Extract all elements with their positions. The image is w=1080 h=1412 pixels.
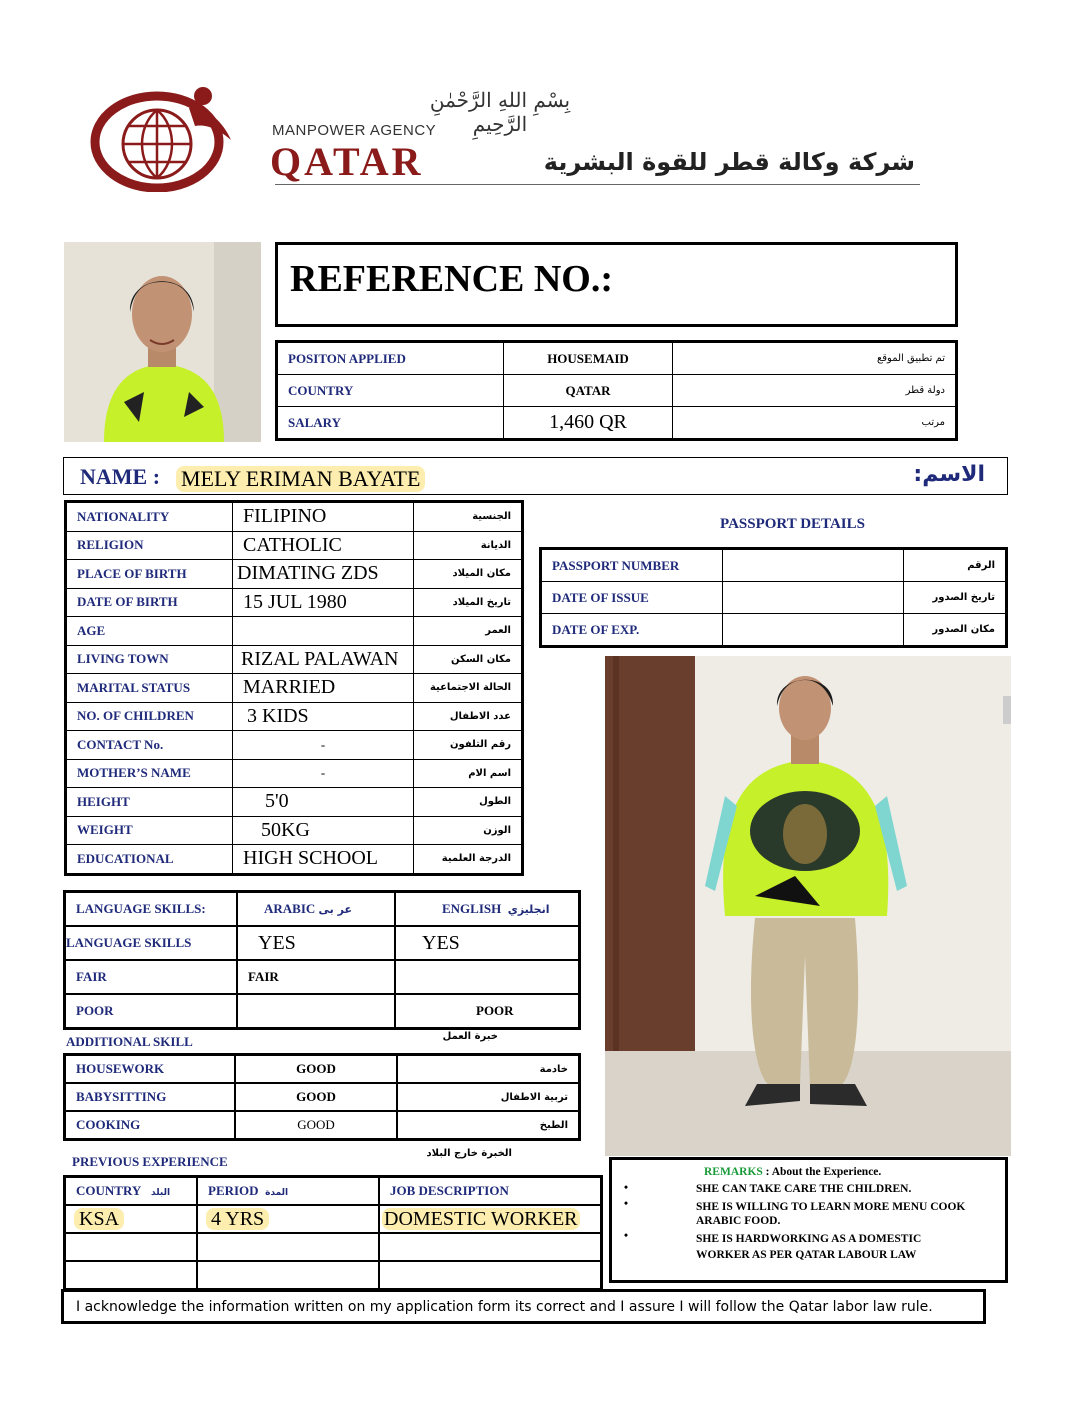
table-row: [66, 531, 523, 560]
arabic-label-ar: عر بى: [318, 903, 352, 916]
living-town-value: RIZAL PALAWAN: [233, 645, 414, 674]
marital-status-arabic: الحالة الاجتماعية: [414, 674, 523, 703]
remarks-title-colored: REMARKS: [704, 1166, 763, 1178]
table-row: [66, 674, 523, 703]
housework-value: GOOD: [235, 1055, 397, 1084]
arabic-poor: [237, 994, 395, 1029]
agency-logo: [85, 82, 235, 192]
babysitting-label: BABYSITTING: [65, 1083, 236, 1111]
table-row: [66, 645, 523, 674]
height-arabic: الطول: [414, 788, 523, 817]
table-row: [66, 502, 523, 532]
passport-number-label: PASSPORT NUMBER: [541, 549, 723, 582]
remark-item: SHE IS HARDWORKING AS A DOMESTIC WORKER AS PER QATAR LABOUR LAW: [696, 1233, 922, 1261]
weight-value: 50KG: [233, 816, 414, 845]
basmala: بِسْمِ اللهِ الرَّحْمٰنِ الرَّحِيمِ: [429, 88, 571, 136]
agency-name-arabic: شركة وكالة قطر للقوة البشرية: [543, 148, 915, 176]
nationality-arabic: الجنسية: [414, 502, 523, 532]
birthplace-value: DIMATING ZDS: [233, 560, 414, 589]
expiry-date-arabic: مكان الصدور: [904, 614, 1007, 647]
children-arabic: عدد الاطفال: [414, 702, 523, 731]
english-column-header: [395, 892, 580, 927]
dob-value: 15 JUL 1980: [233, 588, 414, 617]
bullet-icon: •: [624, 1198, 629, 1210]
fair-row-label: FAIR: [65, 960, 238, 994]
height-value: 5'0: [233, 788, 414, 817]
table-row: [65, 1233, 602, 1261]
housework-arabic: خادمة: [397, 1055, 580, 1084]
issue-date-label: DATE OF ISSUE: [541, 582, 723, 614]
language-skills-table: [63, 890, 581, 1030]
contact-label: CONTACT No.: [66, 731, 233, 760]
table-row: [65, 926, 580, 960]
dob-label: DATE OF BIRTH: [66, 588, 233, 617]
arabic-label: ARABIC: [264, 901, 316, 916]
personal-details-table: [64, 500, 524, 876]
additional-skills-table: [63, 1053, 581, 1141]
experience-table: [63, 1175, 603, 1291]
religion-label: RELIGION: [66, 531, 233, 560]
table-row: [66, 759, 523, 788]
exp-period-ar: المدة: [265, 1188, 289, 1198]
reference-box: [275, 242, 958, 327]
passport-number-value: [723, 549, 904, 582]
contact-value: -: [233, 731, 414, 760]
position-table: [275, 340, 958, 441]
religion-value: CATHOLIC: [233, 531, 414, 560]
exp-job: DOMESTIC WORKER: [384, 1207, 578, 1230]
language-skills-row-label: LANGUAGE SKILLS: [65, 926, 238, 960]
salary-label: SALARY: [277, 407, 504, 440]
table-row: [66, 560, 523, 589]
birthplace-label: PLACE OF BIRTH: [66, 560, 233, 589]
table-row: [65, 892, 580, 927]
children-value: 3 KIDS: [233, 702, 414, 731]
applicant-name: MELY ERIMAN BAYATE: [176, 466, 425, 492]
table-row: [277, 407, 957, 440]
country-label: COUNTRY: [277, 375, 504, 407]
table-row: [66, 731, 523, 760]
nationality-label: NATIONALITY: [66, 502, 233, 532]
birthplace-arabic: مكان الميلاد: [414, 560, 523, 589]
table-row: [65, 1261, 602, 1290]
table-row: [541, 549, 1007, 582]
position-label: POSITON APPLIED: [277, 342, 504, 375]
english-fair: [395, 960, 580, 994]
mother-name-arabic: اسم الام: [414, 759, 523, 788]
nationality-value: FILIPINO: [233, 502, 414, 532]
table-row: [65, 1083, 580, 1111]
salary-arabic: مرتب: [673, 407, 957, 440]
marital-status-value: MARRIED: [233, 674, 414, 703]
marital-status-label: MARITAL STATUS: [66, 674, 233, 703]
arabic-level: YES: [237, 926, 395, 960]
acknowledgement-box: [61, 1289, 986, 1324]
country-column-header: [65, 1177, 198, 1206]
contact-arabic: رقم التلفون: [414, 731, 523, 760]
salary-value: 1,460 QR: [504, 407, 673, 440]
expiry-date-label: DATE OF EXP.: [541, 614, 723, 647]
remarks-title: [704, 1166, 881, 1178]
acknowledgement-text: I acknowledge the information written on my application form its correct and I assure I will follow the Qatar labor law rule.: [76, 1299, 933, 1315]
cooking-label: COOKING: [65, 1111, 236, 1140]
table-row: [541, 582, 1007, 614]
country-arabic: دولة قطر: [673, 375, 957, 407]
remarks-box: [609, 1157, 1008, 1283]
babysitting-value: GOOD: [235, 1083, 397, 1111]
children-label: NO. OF CHILDREN: [66, 702, 233, 731]
passport-number-arabic: الرقم: [904, 549, 1007, 582]
expiry-date-value: [723, 614, 904, 647]
table-row: [541, 614, 1007, 647]
table-row: [66, 845, 523, 875]
height-label: HEIGHT: [66, 788, 233, 817]
additional-skill-title-ar: خبرة العمل: [442, 1031, 498, 1042]
table-row: [65, 1177, 602, 1206]
education-label: EDUCATIONAL: [66, 845, 233, 875]
language-header-label: LANGUAGE SKILLS:: [65, 892, 238, 927]
age-label: AGE: [66, 617, 233, 646]
country-value: QATAR: [504, 375, 673, 407]
education-value: HIGH SCHOOL: [233, 845, 414, 875]
exp-country-ar: البلد: [151, 1188, 171, 1198]
issue-date-value: [723, 582, 904, 614]
table-row: [66, 788, 523, 817]
table-row: [277, 375, 957, 407]
applicant-portrait-photo: [64, 242, 261, 442]
bullet-icon: •: [624, 1182, 629, 1194]
table-row: [66, 617, 523, 646]
arabic-fair: FAIR: [237, 960, 395, 994]
babysitting-arabic: تربية الاطفال: [397, 1083, 580, 1111]
english-label: ENGLISH: [442, 901, 502, 916]
remark-item: SHE IS WILLING TO LEARN MORE MENU COOK ARABIC FOOD.: [696, 1201, 966, 1227]
table-row: [65, 1055, 580, 1084]
table-row: [277, 342, 957, 375]
position-value: HOUSEMAID: [504, 342, 673, 375]
exp-country: KSA: [74, 1208, 124, 1230]
table-row: [66, 816, 523, 845]
exp-job-label: JOB DESCRIPTION: [379, 1177, 602, 1206]
mother-name-label: MOTHER’S NAME: [66, 759, 233, 788]
religion-arabic: الديانة: [414, 531, 523, 560]
agency-name-english: MANPOWER AGENCY: [272, 122, 437, 139]
table-row: [65, 960, 580, 994]
english-poor: POOR: [395, 994, 580, 1029]
passport-title: PASSPORT DETAILS: [720, 516, 865, 532]
table-row: [66, 588, 523, 617]
table-row: [66, 702, 523, 731]
poor-row-label: POOR: [65, 994, 238, 1029]
exp-period-label: PERIOD: [208, 1183, 259, 1198]
period-column-header: [197, 1177, 379, 1206]
dob-arabic: تاريخ الميلاد: [414, 588, 523, 617]
education-arabic: الدرجة العلمية: [414, 845, 523, 875]
exp-country-label: COUNTRY: [76, 1183, 142, 1198]
mother-name-value: -: [233, 759, 414, 788]
table-row: [65, 994, 580, 1029]
applicant-full-photo: [605, 656, 1011, 1156]
arabic-column-header: [237, 892, 395, 927]
exp-period: 4 YRS: [206, 1208, 269, 1230]
additional-skill-title: ADDITIONAL SKILL: [66, 1034, 193, 1049]
bullet-icon: •: [624, 1230, 629, 1242]
cooking-value: GOOD: [235, 1111, 397, 1140]
name-arabic-label: الاسم:: [913, 462, 985, 487]
passport-table: [539, 547, 1008, 648]
english-level: YES: [395, 926, 580, 960]
weight-label: WEIGHT: [66, 816, 233, 845]
experience-title-ar: الخبرة خارج البلاد: [426, 1148, 512, 1159]
living-town-arabic: مكان السكن: [414, 645, 523, 674]
housework-label: HOUSEWORK: [65, 1055, 236, 1084]
name-label: NAME :: [80, 464, 161, 489]
table-row: [65, 1205, 602, 1233]
issue-date-arabic: تاريخ الصدور: [904, 582, 1007, 614]
remark-item: SHE CAN TAKE CARE THE CHILDREN.: [696, 1183, 912, 1195]
cooking-arabic: الطبخ: [397, 1111, 580, 1140]
globe-logo-icon: [85, 82, 235, 192]
english-label-ar: انجليزي: [507, 903, 550, 916]
age-value: [233, 617, 414, 646]
living-town-label: LIVING TOWN: [66, 645, 233, 674]
remarks-title-rest: : About the Experience.: [765, 1166, 882, 1178]
position-arabic: تم تطبيق الموقع: [673, 342, 957, 375]
agency-name-qatar: QATAR: [270, 139, 424, 184]
age-arabic: العمر: [414, 617, 523, 646]
experience-title: PREVIOUS EXPERIENCE: [72, 1154, 228, 1169]
name-bar: [63, 457, 1008, 495]
table-row: [65, 1111, 580, 1140]
reference-title: REFERENCE NO.:: [290, 258, 614, 300]
weight-arabic: الوزن: [414, 816, 523, 845]
header-divider: [275, 184, 920, 185]
